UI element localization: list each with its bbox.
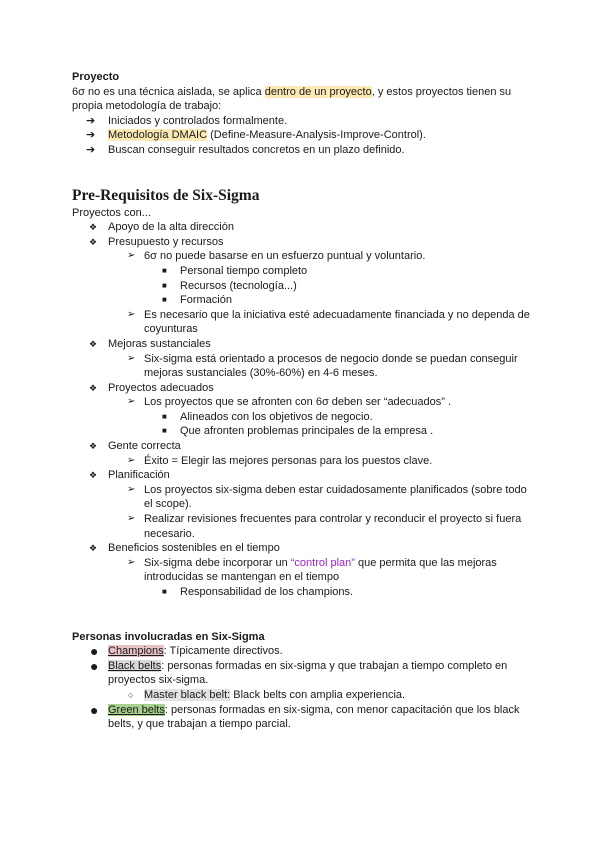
highlight-master-black-belt: Master black belt: — [144, 688, 231, 701]
list-item: ➢ Six-sigma está orientado a procesos de negocio donde se puedan conseguir mejoras sustanciales (30%-60%) en 4-6 meses. — [127, 352, 518, 380]
list-item: ➢ Six-sigma debe incorporar un “control plan” que permita que las mejoras introducidas se mantengan en el tiempo — [127, 556, 497, 584]
diamond-bullet-icon: ❖ — [89, 222, 98, 233]
circle-bullet-icon: ○ — [128, 689, 134, 700]
dot-bullet-icon: ● — [90, 657, 99, 674]
prerequisitos-list — [72, 220, 532, 599]
diamond-bullet-icon: ❖ — [89, 441, 98, 452]
diamond-bullet-icon: ❖ — [89, 543, 98, 554]
section-title-personas: Personas involucradas en Six-Sigma — [72, 630, 265, 643]
highlight-green-belts: Green belts — [108, 703, 165, 716]
list-item: ● Green belts: personas formadas en six-sigma, con menor capacitación que los black belts, y que trabajan a tiempo parcial. — [90, 701, 520, 731]
arrow-icon: ➔ — [86, 129, 96, 142]
arrowhead-bullet-icon: ➢ — [127, 556, 136, 568]
list-item: ➔ Iniciados y controlados formalmente. — [86, 114, 288, 127]
highlight-dentro-proyecto: dentro de un proyecto — [264, 85, 372, 98]
list-item: ■ Recursos (tecnología...) — [162, 279, 297, 292]
diamond-bullet-icon: ❖ — [89, 382, 98, 393]
document-page — [72, 70, 532, 732]
proyecto-intro: 6σ no es una técnica aislada, se aplica dentro de un proyecto, y estos proyectos tienen su propia metodología de trabajo: — [72, 85, 512, 113]
list-item: ➢ Los proyectos six-sigma deben estar cuidadosamente planificados (sobre todo el scope). — [127, 483, 527, 511]
list-item: ■ Formación — [162, 294, 232, 307]
list-item: ➢ 6σ no puede basarse en un esfuerzo puntual y voluntario. — [127, 250, 426, 263]
list-item: ■ Alineados con los objetivos de negocio. — [162, 410, 373, 423]
proyecto-list — [72, 114, 532, 158]
highlight-black-belts: Black belts — [108, 659, 162, 672]
square-bullet-icon: ■ — [162, 280, 167, 290]
prerequisitos-intro: Proyectos con... — [72, 206, 151, 219]
list-item: ○ Master black belt: Black belts con amplia experiencia. — [128, 688, 406, 701]
diamond-bullet-icon: ❖ — [89, 338, 98, 349]
arrowhead-bullet-icon: ➢ — [127, 513, 136, 525]
square-bullet-icon: ■ — [162, 295, 167, 305]
personas-list — [72, 644, 532, 732]
highlight-champions: Champions — [108, 645, 164, 658]
list-item: ❖ Presupuesto y recursos — [89, 235, 224, 248]
list-item: ■ Personal tiempo completo — [162, 264, 308, 277]
list-item: ➔ Buscan conseguir resultados concretos en un plazo definido. — [86, 143, 405, 156]
arrowhead-bullet-icon: ➢ — [127, 483, 136, 495]
list-item: ● Champions: Típicamente directivos. — [90, 643, 283, 660]
list-item: ➢ Éxito = Elegir las mejores personas para los puestos clave. — [127, 454, 433, 467]
square-bullet-icon: ■ — [162, 426, 167, 436]
arrow-icon: ➔ — [86, 143, 96, 156]
list-item: ■ Que afronten problemas principales de la empresa . — [162, 425, 434, 438]
arrowhead-bullet-icon: ➢ — [127, 308, 136, 320]
list-item: ❖ Apoyo de la alta dirección — [89, 221, 234, 234]
list-item: ❖ Beneficios sostenibles en el tiempo — [89, 542, 280, 555]
arrowhead-bullet-icon: ➢ — [127, 454, 136, 466]
square-bullet-icon: ■ — [162, 587, 167, 596]
arrowhead-bullet-icon: ➢ — [127, 250, 136, 262]
list-item: ➔ Metodología DMAIC (Define-Measure-Analysis-Improve-Control). — [86, 129, 426, 142]
list-item: ➢ Realizar revisiones frecuentes para controlar y reconducir el proyecto si fuera necesario. — [127, 513, 522, 540]
diamond-bullet-icon: ❖ — [89, 470, 98, 481]
dot-bullet-icon: ● — [90, 643, 99, 660]
list-item: ➢ Los proyectos que se afronten con 6σ deben ser “adecuados” . — [127, 396, 452, 409]
list-item: ❖ Gente correcta — [89, 440, 181, 453]
list-item: ➢ Es necesario que la iniciativa esté adecuadamente financiada y no dependa de coyunturas — [127, 308, 530, 336]
list-item: ❖ Planificación — [89, 469, 170, 482]
dot-bullet-icon: ● — [90, 701, 99, 718]
section-title-prerequisitos: Pre-Requisitos de Six-Sigma — [72, 186, 260, 204]
list-item: ■ Responsabilidad de los champions. — [162, 586, 354, 598]
control-plan-text: “control plan” — [290, 556, 355, 569]
list-item: ● Black belts: personas formadas en six-sigma y que trabajan a tiempo completo en proyectos six-sigma. — [90, 657, 508, 687]
highlight-dmaic: Metodología DMAIC — [108, 129, 208, 142]
section-title-proyecto: Proyecto — [72, 71, 120, 83]
arrowhead-bullet-icon: ➢ — [127, 352, 136, 364]
diamond-bullet-icon: ❖ — [89, 236, 98, 247]
arrow-icon: ➔ — [86, 114, 96, 127]
arrowhead-bullet-icon: ➢ — [127, 396, 136, 408]
square-bullet-icon: ■ — [162, 411, 167, 421]
square-bullet-icon: ■ — [162, 265, 167, 275]
list-item: ❖ Proyectos adecuados — [89, 381, 214, 394]
list-item: ❖ Mejoras sustanciales — [89, 337, 211, 350]
